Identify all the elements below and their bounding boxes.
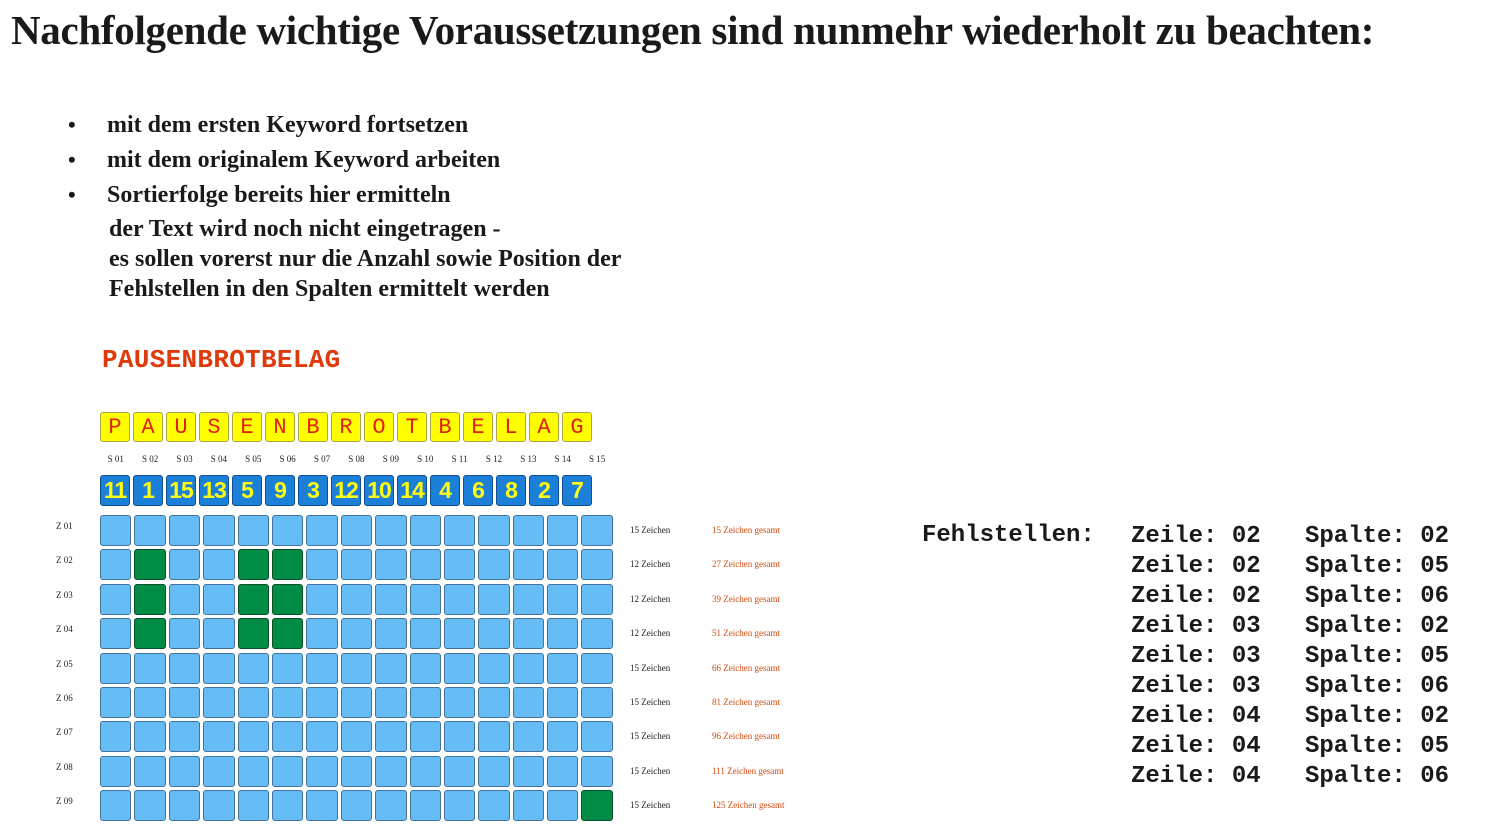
grid-cell — [581, 584, 612, 615]
explanation-text — [109, 214, 621, 304]
grid-cell — [444, 653, 475, 684]
grid-cell — [272, 790, 303, 821]
bullet-icon: • — [68, 147, 76, 172]
grid-cell — [341, 790, 372, 821]
column-label: S 13 — [520, 454, 537, 464]
keyword-letter-cell: R — [331, 412, 361, 442]
list-item — [68, 145, 500, 180]
grid-cell — [306, 687, 337, 718]
keyword-heading: PAUSENBROTBELAG — [102, 345, 341, 375]
grid-cell — [375, 549, 406, 580]
column-label: S 01 — [107, 454, 124, 464]
grid-cell — [203, 687, 234, 718]
grid-cell — [341, 549, 372, 580]
grid-cell — [134, 515, 165, 546]
grid-cell — [238, 790, 269, 821]
column-label-row — [100, 454, 613, 464]
grid-cell — [169, 584, 200, 615]
missing-cell — [238, 584, 269, 615]
fehlstelle-zeile: Zeile: 02 — [1131, 523, 1261, 550]
grid-cell — [513, 653, 544, 684]
column-label: S 10 — [417, 454, 434, 464]
fehlstelle-zeile: Zeile: 02 — [1131, 583, 1261, 610]
grid-cell — [169, 515, 200, 546]
fehlstelle-zeile: Zeile: 03 — [1131, 613, 1261, 640]
sort-order-cell: 9 — [265, 475, 295, 506]
grid-row — [56, 549, 780, 580]
keyword-letter-cell: B — [430, 412, 460, 442]
row-running-total: 96 Zeichen gesamt — [712, 731, 780, 742]
row-running-total: 15 Zeichen gesamt — [712, 525, 780, 535]
grid-cell — [134, 687, 165, 718]
bullet-icon: • — [68, 182, 76, 207]
keyword-letter-row — [100, 412, 592, 442]
list-item-text: Sortierfolge bereits hier ermitteln — [107, 182, 451, 208]
grid-cell — [100, 653, 131, 684]
fehlstelle-zeile: Zeile: 03 — [1131, 673, 1261, 700]
row-char-count: 15 Zeichen — [630, 800, 671, 811]
sort-order-cell: 13 — [199, 475, 229, 506]
grid-cell — [547, 653, 578, 684]
row-char-count: 12 Zeichen — [630, 559, 671, 570]
grid-cell — [100, 687, 131, 718]
grid-cell — [238, 756, 269, 787]
column-label: S 04 — [210, 454, 227, 464]
row-label: Z 05 — [56, 658, 73, 669]
grid-cell — [410, 756, 441, 787]
grid-cell — [100, 549, 131, 580]
column-label: S 06 — [279, 454, 296, 464]
sort-order-cell: 8 — [496, 475, 526, 506]
grid-cell — [306, 515, 337, 546]
grid-cell — [134, 653, 165, 684]
grid-cell — [375, 790, 406, 821]
keyword-letter-cell: N — [265, 412, 295, 442]
grid-cell — [547, 515, 578, 546]
grid-cell — [341, 618, 372, 649]
grid-row — [56, 756, 784, 787]
grid-cell — [478, 515, 509, 546]
missing-cell — [134, 584, 165, 615]
list-item-text: mit dem originalem Keyword arbeiten — [107, 147, 501, 173]
grid-cell — [547, 790, 578, 821]
row-char-count: 12 Zeichen — [630, 628, 671, 639]
bullet-icon: • — [68, 112, 76, 137]
grid-cell — [581, 653, 612, 684]
row-char-count: 15 Zeichen — [630, 525, 671, 535]
fehlstelle-zeile: Zeile: 02 — [1131, 553, 1261, 580]
grid-cell — [547, 584, 578, 615]
row-running-total: 27 Zeichen gesamt — [712, 559, 780, 570]
grid-cell — [513, 549, 544, 580]
row-running-total: 111 Zeichen gesamt — [712, 765, 784, 776]
fehlstelle-spalte: Spalte: 05 — [1305, 553, 1450, 580]
keyword-letter-cell: P — [100, 412, 130, 442]
fehlstelle-spalte: Spalte: 02 — [1305, 523, 1450, 550]
list-item-text: mit dem ersten Keyword fortsetzen — [107, 112, 469, 138]
column-label: S 11 — [451, 454, 468, 464]
fehlstelle-entry — [1131, 522, 1449, 552]
transposition-grid — [56, 515, 785, 825]
row-running-total: 66 Zeichen gesamt — [712, 662, 780, 673]
grid-cell — [478, 687, 509, 718]
fehlstelle-spalte: Spalte: 06 — [1305, 583, 1450, 610]
grid-cell — [100, 618, 131, 649]
grid-cell — [410, 687, 441, 718]
row-label: Z 02 — [56, 555, 73, 566]
keyword-letter-cell: E — [232, 412, 262, 442]
fehlstelle-entry — [1131, 762, 1449, 792]
keyword-letter-cell: G — [562, 412, 592, 442]
missing-cell — [238, 549, 269, 580]
keyword-letter-cell: S — [199, 412, 229, 442]
grid-cell — [478, 618, 509, 649]
missing-cell — [272, 584, 303, 615]
missing-cell — [581, 790, 612, 821]
row-running-total: 125 Zeichen gesamt — [712, 800, 785, 811]
fehlstelle-entry — [1131, 552, 1449, 582]
grid-cell — [375, 756, 406, 787]
grid-row — [56, 515, 780, 546]
grid-cell — [134, 790, 165, 821]
grid-cell — [272, 515, 303, 546]
grid-cell — [513, 584, 544, 615]
fehlstelle-zeile: Zeile: 04 — [1131, 763, 1261, 790]
sort-order-cell: 3 — [298, 475, 328, 506]
grid-cell — [203, 721, 234, 752]
page-title: Nachfolgende wichtige Voraussetzungen sind nunmehr wiederholt zu beachten: — [11, 7, 1375, 53]
grid-row — [56, 687, 780, 718]
grid-cell — [478, 549, 509, 580]
grid-cell — [444, 584, 475, 615]
keyword-letter-cell: B — [298, 412, 328, 442]
grid-cell — [203, 618, 234, 649]
sort-order-cell: 12 — [331, 475, 361, 506]
grid-cell — [341, 653, 372, 684]
grid-cell — [444, 618, 475, 649]
sort-order-cell: 11 — [100, 475, 130, 506]
grid-cell — [203, 653, 234, 684]
grid-cell — [513, 618, 544, 649]
grid-cell — [581, 721, 612, 752]
sort-order-cell: 5 — [232, 475, 262, 506]
sort-order-cell: 14 — [397, 475, 427, 506]
keyword-letter-cell: L — [496, 412, 526, 442]
fehlstelle-entry — [1131, 612, 1449, 642]
keyword-letter-cell: U — [166, 412, 196, 442]
keyword-letter-cell: A — [133, 412, 163, 442]
fehlstelle-spalte: Spalte: 06 — [1305, 673, 1450, 700]
grid-cell — [238, 653, 269, 684]
grid-cell — [444, 549, 475, 580]
grid-row — [56, 790, 785, 821]
grid-cell — [444, 687, 475, 718]
missing-cell — [272, 618, 303, 649]
fehlstelle-spalte: Spalte: 06 — [1305, 763, 1450, 790]
grid-cell — [410, 515, 441, 546]
row-running-total: 39 Zeichen gesamt — [712, 593, 780, 604]
missing-cell — [134, 618, 165, 649]
grid-cell — [100, 584, 131, 615]
row-char-count: 15 Zeichen — [630, 731, 671, 742]
column-label: S 03 — [176, 454, 193, 464]
grid-cell — [375, 687, 406, 718]
grid-cell — [478, 584, 509, 615]
grid-cell — [169, 790, 200, 821]
grid-cell — [272, 756, 303, 787]
grid-cell — [341, 687, 372, 718]
grid-cell — [169, 549, 200, 580]
grid-cell — [547, 618, 578, 649]
fehlstelle-spalte: Spalte: 02 — [1305, 613, 1450, 640]
grid-cell — [203, 584, 234, 615]
row-char-count: 15 Zeichen — [630, 662, 671, 673]
explanation-line: Fehlstellen in den Spalten ermittelt werden — [109, 276, 550, 302]
row-label: Z 07 — [56, 727, 73, 738]
column-label: S 09 — [382, 454, 399, 464]
row-label: Z 03 — [56, 589, 73, 600]
fehlstelle-entry — [1131, 732, 1449, 762]
grid-cell — [203, 790, 234, 821]
explanation-line: es sollen vorerst nur die Anzahl sowie Position der — [109, 246, 622, 272]
sort-order-cell: 1 — [133, 475, 163, 506]
fehlstelle-spalte: Spalte: 02 — [1305, 703, 1450, 730]
sort-order-cell: 4 — [430, 475, 460, 506]
grid-cell — [341, 584, 372, 615]
fehlstelle-spalte: Spalte: 05 — [1305, 733, 1450, 760]
fehlstellen-label: Fehlstellen: — [922, 522, 1095, 549]
grid-cell — [169, 721, 200, 752]
grid-cell — [513, 687, 544, 718]
sort-order-cell: 10 — [364, 475, 394, 506]
row-label: Z 04 — [56, 624, 73, 635]
grid-cell — [513, 515, 544, 546]
grid-cell — [581, 618, 612, 649]
grid-cell — [341, 721, 372, 752]
missing-cell — [134, 549, 165, 580]
grid-cell — [100, 756, 131, 787]
grid-cell — [203, 515, 234, 546]
grid-cell — [547, 549, 578, 580]
row-char-count: 15 Zeichen — [630, 696, 671, 707]
column-label: S 02 — [141, 454, 159, 464]
grid-cell — [306, 756, 337, 787]
grid-row — [56, 584, 780, 615]
grid-cell — [306, 790, 337, 821]
grid-cell — [581, 687, 612, 718]
grid-row — [56, 721, 780, 752]
grid-row — [56, 653, 780, 684]
missing-cell — [272, 549, 303, 580]
grid-cell — [341, 756, 372, 787]
row-char-count: 12 Zeichen — [630, 593, 671, 604]
missing-cell — [238, 618, 269, 649]
row-label: Z 08 — [56, 761, 73, 772]
grid-cell — [513, 756, 544, 787]
sort-order-cell: 7 — [562, 475, 592, 506]
grid-cell — [306, 721, 337, 752]
grid-cell — [478, 790, 509, 821]
column-label: S 05 — [245, 454, 262, 464]
row-running-total: 81 Zeichen gesamt — [712, 696, 780, 707]
grid-cell — [169, 618, 200, 649]
grid-cell — [238, 515, 269, 546]
grid-cell — [306, 653, 337, 684]
grid-cell — [134, 721, 165, 752]
grid-cell — [375, 653, 406, 684]
sort-order-cell: 15 — [166, 475, 196, 506]
list-item — [68, 110, 500, 145]
grid-cell — [513, 721, 544, 752]
grid-cell — [375, 618, 406, 649]
grid-cell — [203, 756, 234, 787]
grid-cell — [375, 721, 406, 752]
row-label: Z 06 — [56, 692, 73, 703]
grid-cell — [444, 515, 475, 546]
fehlstelle-zeile: Zeile: 03 — [1131, 643, 1261, 670]
keyword-letter-cell: T — [397, 412, 427, 442]
column-label: S 15 — [589, 454, 606, 464]
fehlstelle-entry — [1131, 702, 1449, 732]
keyword-letter-cell: E — [463, 412, 493, 442]
fehlstelle-zeile: Zeile: 04 — [1131, 703, 1261, 730]
sort-order-cell: 6 — [463, 475, 493, 506]
grid-cell — [547, 687, 578, 718]
column-label: S 08 — [348, 454, 365, 464]
keyword-letter-cell: A — [529, 412, 559, 442]
fehlstelle-spalte: Spalte: 05 — [1305, 643, 1450, 670]
grid-cell — [169, 756, 200, 787]
grid-cell — [306, 618, 337, 649]
grid-row — [56, 618, 780, 649]
grid-cell — [306, 549, 337, 580]
column-label: S 07 — [313, 454, 331, 464]
grid-cell — [169, 687, 200, 718]
grid-cell — [100, 515, 131, 546]
fehlstelle-entry — [1131, 642, 1449, 672]
grid-cell — [547, 756, 578, 787]
explanation-line: der Text wird noch nicht eingetragen - — [109, 216, 501, 242]
grid-cell — [478, 653, 509, 684]
grid-cell — [444, 756, 475, 787]
grid-cell — [100, 721, 131, 752]
grid-cell — [375, 584, 406, 615]
column-label: S 12 — [485, 454, 503, 464]
grid-cell — [272, 687, 303, 718]
grid-cell — [444, 790, 475, 821]
grid-cell — [272, 653, 303, 684]
column-label: S 14 — [554, 454, 571, 464]
grid-cell — [169, 653, 200, 684]
grid-cell — [547, 721, 578, 752]
grid-cell — [134, 756, 165, 787]
grid-cell — [100, 790, 131, 821]
grid-cell — [238, 687, 269, 718]
grid-cell — [203, 549, 234, 580]
grid-cell — [581, 549, 612, 580]
grid-cell — [238, 721, 269, 752]
grid-cell — [410, 584, 441, 615]
grid-cell — [581, 756, 612, 787]
grid-cell — [410, 653, 441, 684]
keyword-letter-cell: O — [364, 412, 394, 442]
grid-cell — [375, 515, 406, 546]
grid-cell — [341, 515, 372, 546]
row-char-count: 15 Zeichen — [630, 765, 671, 776]
grid-cell — [410, 721, 441, 752]
fehlstelle-entry — [1131, 672, 1449, 702]
grid-cell — [478, 721, 509, 752]
row-label: Z 01 — [56, 521, 73, 531]
grid-cell — [410, 549, 441, 580]
grid-cell — [444, 721, 475, 752]
row-running-total: 51 Zeichen gesamt — [712, 628, 780, 639]
grid-cell — [410, 790, 441, 821]
sort-order-cell: 2 — [529, 475, 559, 506]
fehlstelle-zeile: Zeile: 04 — [1131, 733, 1261, 760]
grid-cell — [513, 790, 544, 821]
fehlstelle-entry — [1131, 582, 1449, 612]
requirements-list — [68, 110, 500, 215]
grid-cell — [306, 584, 337, 615]
grid-cell — [272, 721, 303, 752]
row-label: Z 09 — [56, 796, 73, 807]
sort-order-row — [100, 475, 592, 506]
grid-cell — [478, 756, 509, 787]
grid-cell — [581, 515, 612, 546]
list-item — [68, 180, 500, 215]
fehlstellen-entries — [1131, 522, 1449, 792]
grid-cell — [410, 618, 441, 649]
